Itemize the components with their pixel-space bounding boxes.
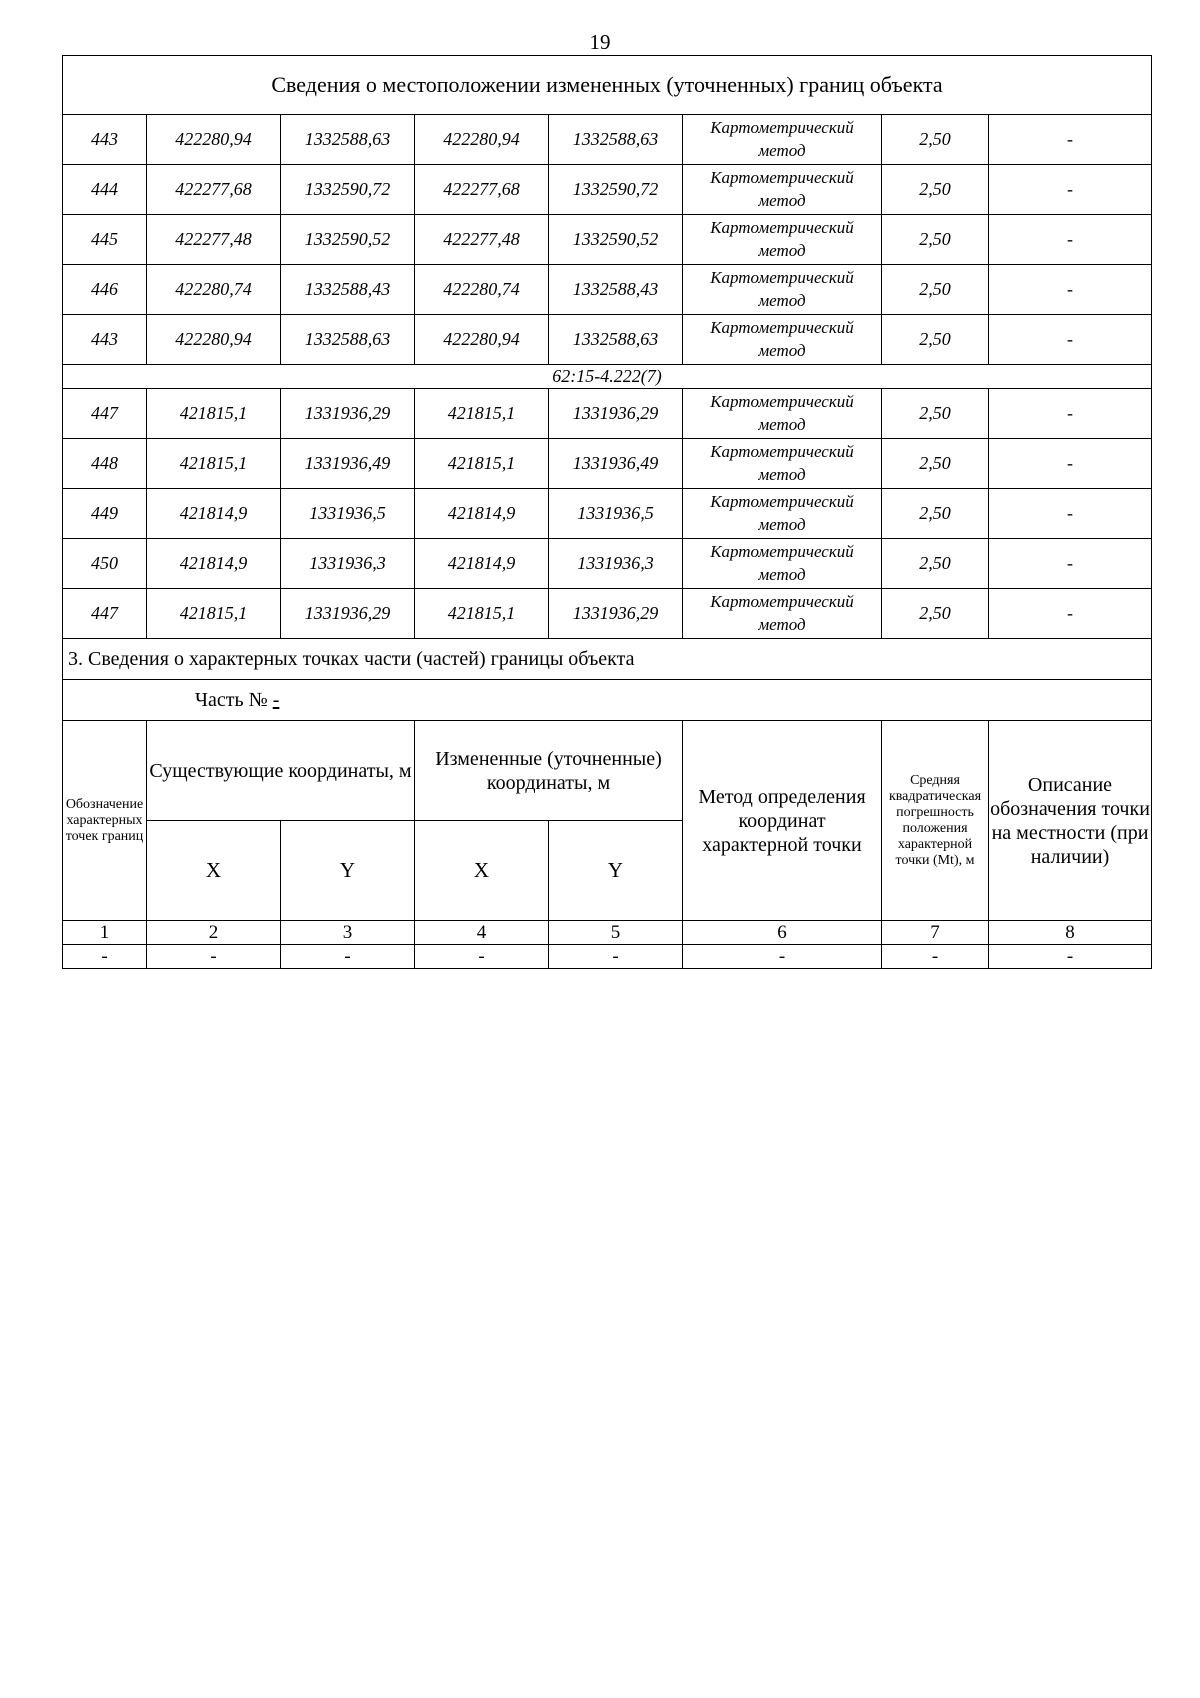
method-line-2: метод bbox=[758, 565, 806, 584]
header-y-changed: Y bbox=[549, 821, 683, 921]
method-cell bbox=[683, 315, 882, 365]
description-cell: - bbox=[989, 215, 1152, 265]
method-cell bbox=[683, 215, 882, 265]
empty-cell: - bbox=[882, 945, 989, 969]
mt-cell: 2,50 bbox=[882, 115, 989, 165]
page-number: 19 bbox=[589, 30, 611, 54]
point-number-cell: 443 bbox=[63, 115, 147, 165]
table-row bbox=[63, 265, 1152, 315]
description-cell: - bbox=[989, 165, 1152, 215]
method-line-2: метод bbox=[758, 465, 806, 484]
empty-cell: - bbox=[989, 945, 1152, 969]
existing-x-cell: 421814,9 bbox=[147, 539, 281, 589]
method-line-2: метод bbox=[758, 615, 806, 634]
empty-cell: - bbox=[63, 945, 147, 969]
description-cell: - bbox=[989, 315, 1152, 365]
method-cell bbox=[683, 539, 882, 589]
existing-y-cell: 1331936,29 bbox=[281, 589, 415, 639]
table-row bbox=[63, 215, 1152, 265]
header-x-existing: X bbox=[147, 821, 281, 921]
table-row bbox=[63, 389, 1152, 439]
changed-y-cell: 1331936,3 bbox=[549, 539, 683, 589]
description-cell: - bbox=[989, 439, 1152, 489]
existing-x-cell: 422280,94 bbox=[147, 115, 281, 165]
mt-cell: 2,50 bbox=[882, 265, 989, 315]
column-number: 7 bbox=[882, 921, 989, 945]
header-point-designation: Обозначение характерных точек границ bbox=[63, 721, 147, 921]
existing-x-cell: 422277,48 bbox=[147, 215, 281, 265]
header-mt: Средняя квадратическая погрешность положения характерной точки (Mt), м bbox=[882, 721, 989, 921]
method-line-1: Картометрический bbox=[710, 118, 854, 137]
description-cell: - bbox=[989, 265, 1152, 315]
changed-y-cell: 1331936,29 bbox=[549, 589, 683, 639]
column-numbers-row bbox=[63, 921, 1152, 945]
point-number-cell: 444 bbox=[63, 165, 147, 215]
column-number: 5 bbox=[549, 921, 683, 945]
point-number-cell: 447 bbox=[63, 389, 147, 439]
point-number-cell: 447 bbox=[63, 589, 147, 639]
existing-x-cell: 422280,74 bbox=[147, 265, 281, 315]
existing-y-cell: 1332588,63 bbox=[281, 115, 415, 165]
changed-y-cell: 1332588,43 bbox=[549, 265, 683, 315]
column-number: 2 bbox=[147, 921, 281, 945]
point-number-cell: 450 bbox=[63, 539, 147, 589]
method-line-2: метод bbox=[758, 241, 806, 260]
part-value: - bbox=[272, 688, 280, 711]
method-cell bbox=[683, 589, 882, 639]
existing-x-cell: 421815,1 bbox=[147, 589, 281, 639]
point-number-cell: 446 bbox=[63, 265, 147, 315]
mt-cell: 2,50 bbox=[882, 489, 989, 539]
description-cell: - bbox=[989, 539, 1152, 589]
header-row bbox=[63, 721, 1152, 821]
header-x-changed: X bbox=[415, 821, 549, 921]
point-number-cell: 448 bbox=[63, 439, 147, 489]
part-row bbox=[63, 680, 1152, 721]
section3-title: 3. Сведения о характерных точках части (частей) границы объекта bbox=[63, 639, 1152, 680]
method-line-1: Картометрический bbox=[710, 392, 854, 411]
header-changed-coords: Измененные (уточненные) координаты, м bbox=[415, 721, 683, 821]
method-line-1: Картометрический bbox=[710, 268, 854, 287]
table-row bbox=[63, 945, 1152, 969]
method-line-2: метод bbox=[758, 515, 806, 534]
mt-cell: 2,50 bbox=[882, 389, 989, 439]
method-line-1: Картометрический bbox=[710, 542, 854, 561]
empty-cell: - bbox=[281, 945, 415, 969]
existing-x-cell: 421815,1 bbox=[147, 439, 281, 489]
existing-y-cell: 1331936,29 bbox=[281, 389, 415, 439]
method-line-1: Картометрический bbox=[710, 592, 854, 611]
changed-x-cell: 421815,1 bbox=[415, 439, 549, 489]
mt-cell: 2,50 bbox=[882, 589, 989, 639]
empty-cell: - bbox=[415, 945, 549, 969]
changed-y-cell: 1331936,29 bbox=[549, 389, 683, 439]
mt-cell: 2,50 bbox=[882, 539, 989, 589]
existing-y-cell: 1331936,3 bbox=[281, 539, 415, 589]
method-cell bbox=[683, 439, 882, 489]
method-line-2: метод bbox=[758, 415, 806, 434]
changed-x-cell: 422280,94 bbox=[415, 315, 549, 365]
changed-x-cell: 421815,1 bbox=[415, 589, 549, 639]
header-existing-coords: Существующие координаты, м bbox=[147, 721, 415, 821]
existing-x-cell: 422277,68 bbox=[147, 165, 281, 215]
changed-x-cell: 422277,68 bbox=[415, 165, 549, 215]
part-cell bbox=[63, 680, 1152, 721]
table-row bbox=[63, 589, 1152, 639]
table-body bbox=[63, 56, 1152, 969]
changed-y-cell: 1331936,5 bbox=[549, 489, 683, 539]
table-row bbox=[63, 539, 1152, 589]
changed-y-cell: 1332590,72 bbox=[549, 165, 683, 215]
section-title: Сведения о местоположении измененных (уточненных) границ объекта bbox=[63, 56, 1152, 115]
changed-y-cell: 1332588,63 bbox=[549, 115, 683, 165]
header-description: Описание обозначения точки на местности (при наличии) bbox=[989, 721, 1152, 921]
method-line-2: метод bbox=[758, 191, 806, 210]
column-number: 6 bbox=[683, 921, 882, 945]
existing-y-cell: 1331936,5 bbox=[281, 489, 415, 539]
method-line-1: Картометрический bbox=[710, 318, 854, 337]
method-line-1: Картометрический bbox=[710, 442, 854, 461]
point-number-cell: 445 bbox=[63, 215, 147, 265]
method-line-1: Картометрический bbox=[710, 168, 854, 187]
column-number: 4 bbox=[415, 921, 549, 945]
boundary-table bbox=[62, 55, 1152, 969]
changed-x-cell: 421815,1 bbox=[415, 389, 549, 439]
changed-x-cell: 421814,9 bbox=[415, 539, 549, 589]
table-row bbox=[63, 489, 1152, 539]
table-row bbox=[63, 439, 1152, 489]
changed-y-cell: 1332590,52 bbox=[549, 215, 683, 265]
part-label: Часть № bbox=[195, 688, 268, 711]
column-number: 8 bbox=[989, 921, 1152, 945]
table-row bbox=[63, 165, 1152, 215]
point-number-cell: 449 bbox=[63, 489, 147, 539]
changed-y-cell: 1331936,49 bbox=[549, 439, 683, 489]
mt-cell: 2,50 bbox=[882, 439, 989, 489]
header-y-existing: Y bbox=[281, 821, 415, 921]
changed-y-cell: 1332588,63 bbox=[549, 315, 683, 365]
method-cell bbox=[683, 389, 882, 439]
method-line-2: метод bbox=[758, 141, 806, 160]
changed-x-cell: 422280,74 bbox=[415, 265, 549, 315]
existing-y-cell: 1332588,63 bbox=[281, 315, 415, 365]
method-line-1: Картометрический bbox=[710, 218, 854, 237]
existing-y-cell: 1332588,43 bbox=[281, 265, 415, 315]
existing-x-cell: 421814,9 bbox=[147, 489, 281, 539]
method-line-1: Картометрический bbox=[710, 492, 854, 511]
method-line-2: метод bbox=[758, 341, 806, 360]
empty-cell: - bbox=[147, 945, 281, 969]
header-method: Метод определения координат характерной точки bbox=[683, 721, 882, 921]
existing-y-cell: 1332590,52 bbox=[281, 215, 415, 265]
method-line-2: метод bbox=[758, 291, 806, 310]
existing-x-cell: 421815,1 bbox=[147, 389, 281, 439]
description-cell: - bbox=[989, 115, 1152, 165]
column-number: 3 bbox=[281, 921, 415, 945]
cadastral-number: 62:15-4.222(7) bbox=[63, 365, 1152, 389]
table-row bbox=[63, 315, 1152, 365]
description-cell: - bbox=[989, 489, 1152, 539]
existing-y-cell: 1331936,49 bbox=[281, 439, 415, 489]
section3-row bbox=[63, 639, 1152, 680]
existing-y-cell: 1332590,72 bbox=[281, 165, 415, 215]
mt-cell: 2,50 bbox=[882, 165, 989, 215]
changed-x-cell: 422277,48 bbox=[415, 215, 549, 265]
description-cell: - bbox=[989, 389, 1152, 439]
method-cell bbox=[683, 115, 882, 165]
mt-cell: 2,50 bbox=[882, 215, 989, 265]
mt-cell: 2,50 bbox=[882, 315, 989, 365]
method-cell bbox=[683, 489, 882, 539]
empty-cell: - bbox=[549, 945, 683, 969]
method-cell bbox=[683, 165, 882, 215]
changed-x-cell: 421814,9 bbox=[415, 489, 549, 539]
existing-x-cell: 422280,94 bbox=[147, 315, 281, 365]
column-number: 1 bbox=[63, 921, 147, 945]
method-cell bbox=[683, 265, 882, 315]
changed-x-cell: 422280,94 bbox=[415, 115, 549, 165]
table-row bbox=[63, 115, 1152, 165]
point-number-cell: 443 bbox=[63, 315, 147, 365]
empty-cell: - bbox=[683, 945, 882, 969]
cadastral-subheader-row bbox=[63, 365, 1152, 389]
description-cell: - bbox=[989, 589, 1152, 639]
